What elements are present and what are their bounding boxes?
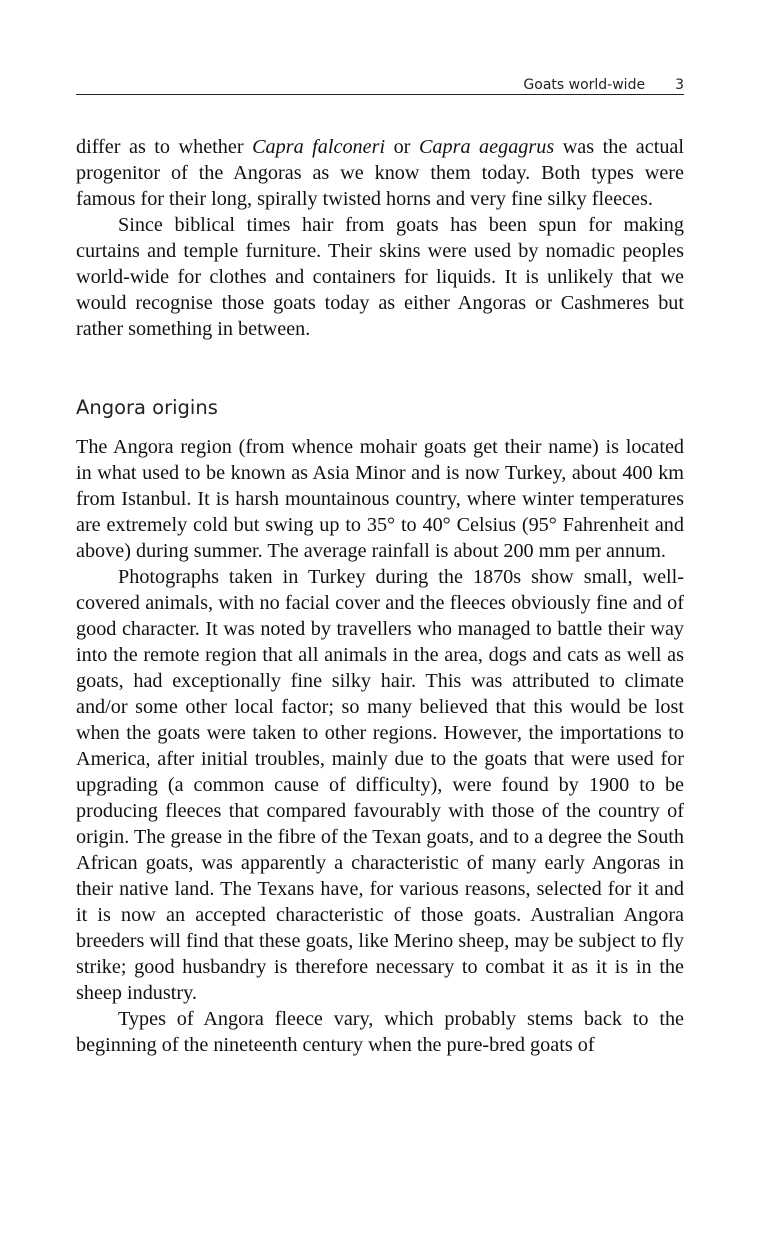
species-name-falconeri: Capra falconeri xyxy=(252,136,386,158)
paragraph-progenitor xyxy=(76,134,684,212)
text-run: or xyxy=(385,136,419,158)
paragraph-angora-region: The Angora region (from whence mohair goats get their name) is located in what used to be known as Asia Minor and is now Turkey, about 400 km from Istanbul. It is harsh mountainous country, where winter temperatures are extremely cold but swing up to 35° to 40° Celsius (95° Fahrenheit and above) during summer. The average rainfall is about 200 mm per annum. xyxy=(76,436,684,562)
text-run: was the actual progenitor of the Angoras as we know them today. Both types were famous for their long, spirally twisted horns and very fine silky fleeces. xyxy=(76,136,684,210)
species-name-aegagrus: Capra aegagrus xyxy=(418,136,555,158)
text-run: differ as to whether xyxy=(76,136,253,158)
running-header xyxy=(76,76,684,95)
section-heading: Angora origins xyxy=(76,396,218,419)
page-number: 3 xyxy=(675,77,684,93)
text-block-intro xyxy=(76,134,684,342)
paragraph-fleece-types: Types of Angora fleece vary, which probably stems back to the beginning of the nineteenth century when the pure-bred goats of xyxy=(76,1008,684,1056)
text-block-angora-origins xyxy=(76,434,684,1058)
paragraph-biblical: Since biblical times hair from goats has been spun for making curtains and temple furniture. Their skins were used by nomadic peoples world-wide for clothes and containers for liquids. It is unlikely that we would recognise those goats today as either Angoras or Cashmeres but rather something in between. xyxy=(76,214,684,340)
running-title: Goats world-wide xyxy=(523,77,646,93)
paragraph-photographs: Photographs taken in Turkey during the 1870s show small, well-covered animals, with no facial cover and the fleeces obviously fine and of good character. It was noted by travellers who managed to battle their way into the remote region that all animals in the area, dogs and cats as well as goats, had exceptionally fine silky hair. This was attributed to climate and/or some other local factor; so many believed that this would be lost when the goats were taken to other regions. However, the importations to America, after initial troubles, mainly due to the goats that were used for upgrading (a common cause of difficulty), were found by 1900 to be producing fleeces that compared favourably with those of the country of origin. The grease in the fibre of the Texan goats, and to a degree the South African goats, was apparently a characteristic of many early Angoras in their native land. The Texans have, for various reasons, selected for it and it is now an accepted characteristic of those goats. Australian Angora breeders will find that these goats, like Merino sheep, may be subject to fly strike; good husbandry is therefore necessary to combat it as it is in the sheep industry. xyxy=(76,566,684,1004)
